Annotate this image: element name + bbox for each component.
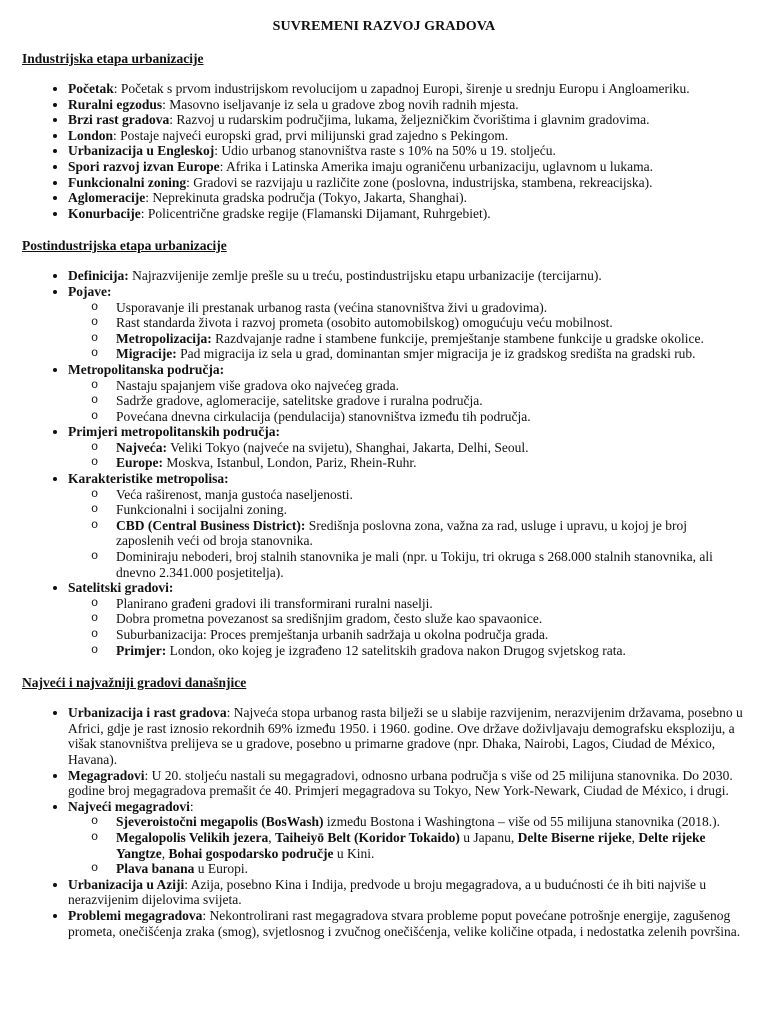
industrijska-list [22,81,746,221]
item-term: Europe: [116,455,164,471]
list-item [68,97,746,113]
item-text: Nastaju spajanjem više gradova oko najvećeg grada. [116,377,400,393]
item-text: : Udio urbanog stanovništva raste s 10% na 50% u 19. stoljeću. [214,143,556,159]
item-term: Megalopolis Velikih jezera [116,829,269,845]
item-term: London [68,127,114,143]
item-term: CBD (Central Business District): [116,517,306,533]
item-term: Metropolizacija: [116,330,212,346]
item-term: Karakteristike metropolisa: [68,471,229,487]
section-heading-industrijska: Industrijska etapa urbanizacije [22,51,204,66]
item-term: Urbanizacija u Aziji [68,876,185,892]
list-item [68,81,746,97]
item-text: Središnja poslovna zona, važna za rad, usluge i upravu, u kojoj je broj zaposlenih veći od broja stanovnika. [116,517,688,549]
item-text: : Afrika i Latinska Amerika imaju ograničenu urbanizaciju, uglavnom u lukama. [219,158,653,174]
list-item [68,128,746,144]
item-text: Planirano građeni gradovi ili transformirani ruralni naselji. [116,595,433,611]
sub-list [68,596,746,658]
item-text: Usporavanje ili prestanak urbanog rasta (većina stanovništva živi u gradovima). [116,299,548,315]
list-item [68,159,746,175]
item-term: Urbanizacija u Engleskoj [68,143,215,159]
item-term: Megagradovi [68,767,145,783]
item-text: : Postaje najveći europski grad, prvi milijunski grad zajedno s Pekingom. [113,127,509,143]
item-term: Spori razvoj izvan Europe [68,158,220,174]
document-title: SUVREMENI RAZVOJ GRADOVA [272,19,496,34]
sub-item [116,627,746,643]
item-text: : Neprekinuta gradska područja (Tokyo, Jakarta, Shanghai). [145,190,468,206]
sub-list [68,378,746,425]
item-text: : U 20. stoljeću nastali su megagradovi, odnosno urbana područja s više od 25 milijuna stanovnika. Do 2030. godine broj megagradova premašit će 40. Primjeri megagradova su Tokyo, New York-Newark, Ciudad de México, i drugi. [68,767,733,799]
item-term: Pojave: [68,283,112,299]
item-text: London, oko kojeg je izgrađeno 12 satelitskih gradova nakon Drugog svjetskog rata. [166,642,626,658]
item-colon: : [189,798,194,814]
item-term: Aglomeracije [68,190,146,206]
item-term: Delte Biserne rijeke [517,829,632,845]
list-item [68,143,746,159]
sub-item [116,455,746,471]
item-term: Definicija: [68,268,129,284]
item-text: Pad migracija iz sela u grad, dominantan smjer migracija je iz gradskog središta na gradski rub. [176,346,696,362]
najveci-gradovi-list [22,705,746,939]
item-text: Najrazvijenije zemlje prešle su u treću, postindustrijsku etapu urbanizacije (tercijarnu). [128,268,602,284]
item-term: Taiheiyō Belt (Koridor Tokaido) [275,829,460,845]
item-term: Urbanizacija i rast gradova [68,705,227,721]
item-text: Suburbanizacija: Proces premještanja urbanih sadržaja u okolna područja grada. [116,627,549,642]
list-item-azija [68,877,746,908]
list-item-metropolitanska [68,362,746,424]
item-text: Funkcionalni i socijalni zoning. [116,502,287,518]
sub-list [68,440,746,471]
sub-item [116,814,746,830]
sub-item [116,300,746,316]
sub-item [116,549,746,580]
item-term: Brzi rast gradova [68,112,170,128]
item-text: Moskva, Istanbul, London, Pariz, Rhein-Ruhr. [163,455,417,471]
list-item-definicija [68,268,746,284]
item-text: : Razvoj u rudarskim područjima, lukama, željezničkim čvorištima i glavnim gradovima. [169,112,650,128]
item-text: Razdvajanje radne i stambene funkcije, premještanje stambene funkcije u gradske okolice. [211,330,704,346]
item-term: Primjer: [116,642,167,658]
item-text: : Masovno iseljavanje iz sela u gradove zbog novih radnih mjesta. [162,96,519,112]
item-term: Metropolitanska područja: [68,361,225,377]
item-sep: , [631,829,639,845]
item-text: Veliki Tokyo (najveće na svijetu), Shanghai, Jakarta, Delhi, Seoul. [166,439,529,455]
list-item [68,190,746,206]
list-item-karakteristike [68,471,746,580]
sub-list [68,300,746,362]
item-term: Problemi megagradova [68,907,203,923]
list-item [68,175,746,191]
list-item-satelitski [68,580,746,658]
item-term: Plava banana [116,861,195,877]
sub-item [116,861,746,877]
item-text: Rast standarda života i razvoj prometa (osobito automobilskog) omogućuju veću mobilnost. [116,315,613,331]
sub-item [116,643,746,659]
sub-item [116,346,746,362]
item-sep: , [268,829,275,845]
item-text: : Policentrične gradske regije (Flamanski Dijamant, Ruhrgebiet). [140,205,491,221]
item-text: u Europi. [194,861,249,877]
item-text: : Početak s prvom industrijskom revolucijom u zapadnoj Europi, širenje u srednju Europu i Angloameriku. [113,81,690,96]
sub-item [116,830,746,861]
sub-item [116,409,746,425]
sub-item [116,393,746,409]
postindustrijska-list [22,268,746,658]
list-item-problemi [68,908,746,939]
item-text: Sadrže gradove, aglomeracije, satelitske gradove i ruralna područja. [116,393,483,409]
sub-item [116,611,746,627]
item-term: Satelitski gradovi: [68,580,174,596]
item-term: Najveća: [116,439,167,455]
item-text: u Kini. [333,845,375,861]
sub-item [116,502,746,518]
item-term: Bohai gospodarsko područje [168,845,334,861]
item-term: Migracije: [116,346,177,362]
item-text: Veća raširenost, manja gustoća naseljenosti. [116,486,353,502]
item-term: Delte rijeke Yangtze [116,829,706,861]
sub-list [68,487,746,581]
list-item-najveci-megagradovi [68,799,746,877]
list-item-urbanizacija [68,705,746,767]
item-term: Početak [68,81,114,96]
section-heading-postindustrijska: Postindustrijska etapa urbanizacije [22,238,227,254]
sub-item [116,518,746,549]
sub-item [116,378,746,394]
item-term: Konurbacije [68,205,141,221]
list-item-pojave [68,284,746,362]
item-sep: u Japanu, [459,829,518,845]
sub-list [68,814,746,876]
sub-item [116,440,746,456]
item-text: : Nekontrolirani rast megagradova stvara probleme poput povećane potrošnje energije, zagušenog prometa, onečišćenja zraka (smog), svjetlosnog i zvučnog onečišćenja, velike količine otpada, i nedostatka zelenih površina. [68,907,741,939]
sub-item [116,487,746,503]
sub-item [116,331,746,347]
sub-item [116,315,746,331]
section-heading-najveci-gradovi: Najveći i najvažniji gradovi današnjice [22,675,247,691]
item-term: Primjeri metropolitanskih područja: [68,424,280,440]
item-term: Ruralni egzodus [68,96,163,112]
sub-item [116,596,746,612]
item-text: : Najveća stopa urbanog rasta bilježi se u slabije razvijenim, nerazvijenim državama, posebno u Africi, gdje je rast iznosio rekordnih 69% između 1950. i 1960. godine. Ove države doživljavaju demografsku eksploziju, a višak stanovništva prelijeva se u gradove, posebno u primarne gradove (npr. Dhaka, Nairobi, Lagos, Ciudad de México, Havana). [68,705,743,767]
list-item [68,206,746,222]
item-text: : Azija, posebno Kina i Indija, predvode u broju megagradova, a u budućnosti će ih biti najviše u nerazvijenim dijelovima svijeta. [68,876,707,908]
list-item-megagradovi [68,768,746,799]
list-item-primjeri [68,424,746,471]
item-term: Funkcionalni zoning [68,174,187,190]
item-text: Dobra prometna povezanost sa središnjim gradom, često služe kao spavaonice. [116,611,543,627]
item-term: Najveći megagradovi [68,798,190,814]
item-sep: , [161,845,169,861]
item-text: Povećana dnevna cirkulacija (pendulacija) stanovništva između tih područja. [116,408,531,424]
item-text: Dominiraju neboderi, broj stalnih stanovnika je mali (npr. u Tokiju, tri okruga s 268.000 stalnih stanovnika, ali dnevno 2.341.000 posjetitelja). [116,549,713,580]
item-text: : Gradovi se razvijaju u različite zone (poslovna, industrijska, stambena, rekreacijska). [186,174,653,190]
item-text: između Bostona i Washingtona – više od 55 milijuna stanovnika (2018.). [323,814,721,830]
item-term: Sjeveroistočni megapolis (BosWash) [116,814,324,830]
list-item [68,112,746,128]
